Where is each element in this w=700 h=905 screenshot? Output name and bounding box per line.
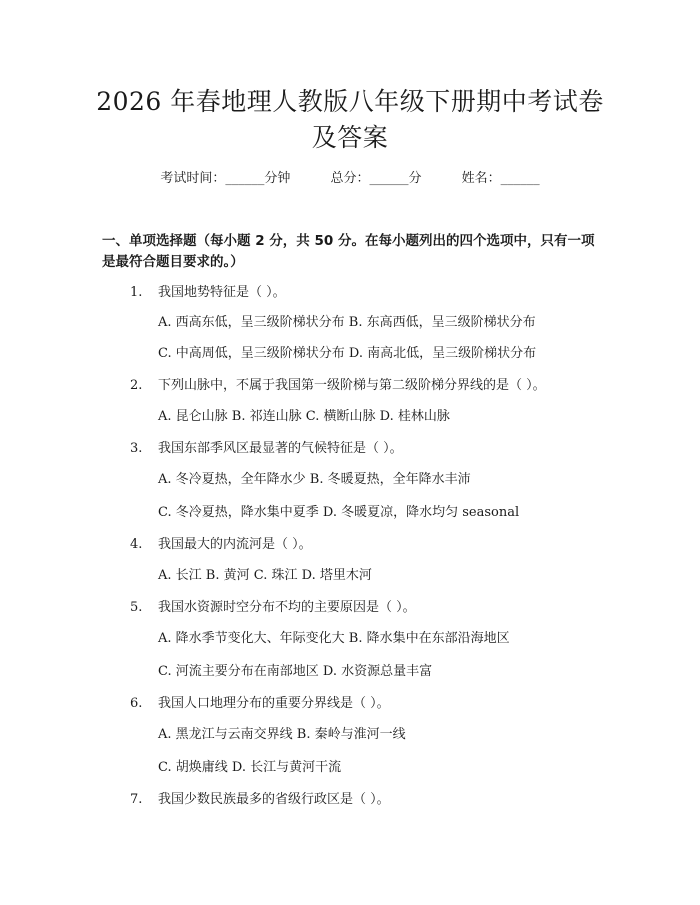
question-6-options-line-2: C. 胡焕庸线 D. 长江与黄河干流 (158, 760, 342, 775)
question-2 (130, 377, 610, 395)
student-name-field: 姓名：______ (461, 171, 540, 186)
total-score-field: 总分：______分 (330, 171, 422, 186)
question-5-options-line-2: C. 河流主要分布在南部地区 D. 水资源总量丰富 (158, 664, 433, 679)
question-text: 我国水资源时空分布不均的主要原因是（ ）。 (158, 600, 416, 615)
exam-title-line-1: 2026 年春地理人教版八年级下册期中考试卷 (96, 87, 604, 116)
question-text: 下列山脉中，不属于我国第一级阶梯与第二级阶梯分界线的是（ ）。 (158, 378, 546, 393)
question-1-options-line-2: C. 中高周低，呈三级阶梯状分布 D. 南高北低，呈三级阶梯状分布 (158, 346, 537, 361)
question-5-options-line-1: A. 降水季节变化大、年际变化大 B. 降水集中在东部沿海地区 (158, 631, 510, 646)
question-text: 我国地势特征是（ ）。 (158, 285, 286, 300)
question-number: 6. (130, 696, 143, 711)
section-heading-line-2: 是最符合题目要求的。） (102, 254, 244, 270)
question-number: 4. (130, 537, 143, 552)
question-3-options-line-2: C. 冬冷夏热，降水集中夏季 D. 冬暖夏凉，降水均匀 seasonal (158, 505, 520, 520)
question-number: 7. (130, 792, 143, 807)
exam-title-line-2: 及答案 (311, 123, 389, 152)
question-number: 1. (130, 285, 143, 300)
question-7 (130, 791, 610, 809)
question-number: 2. (130, 378, 143, 393)
question-1 (130, 284, 610, 302)
question-4 (130, 536, 610, 554)
question-text: 我国最大的内流河是（ ）。 (158, 537, 312, 552)
question-4-options-line-1: A. 长江 B. 黄河 C. 珠江 D. 塔里木河 (158, 568, 372, 583)
question-3 (130, 440, 610, 458)
question-number: 5. (130, 600, 143, 615)
question-number: 3. (130, 441, 143, 456)
question-text: 我国东部季风区最显著的气候特征是（ ）。 (158, 441, 403, 456)
question-1-options-line-1: A. 西高东低，呈三级阶梯状分布 B. 东高西低，呈三级阶梯状分布 (158, 315, 536, 330)
question-6 (130, 695, 610, 713)
question-text: 我国人口地理分布的重要分界线是（ ）。 (158, 696, 390, 711)
question-2-options-line-1: A. 昆仑山脉 B. 祁连山脉 C. 横断山脉 D. 桂林山脉 (158, 409, 450, 424)
question-3-options-line-1: A. 冬冷夏热，全年降水少 B. 冬暖夏热，全年降水丰沛 (158, 472, 471, 487)
section-heading-line-1: 一、单项选择题（每小题 2 分，共 50 分。在每小题列出的四个选项中，只有一项 (102, 233, 595, 249)
question-text: 我国少数民族最多的省级行政区是（ ）。 (158, 792, 390, 807)
exam-meta-row (0, 170, 700, 188)
exam-time-field: 考试时间：______分钟 (160, 171, 291, 186)
question-5 (130, 599, 610, 617)
question-6-options-line-1: A. 黑龙江与云南交界线 B. 秦岭与淮河一线 (158, 727, 406, 742)
